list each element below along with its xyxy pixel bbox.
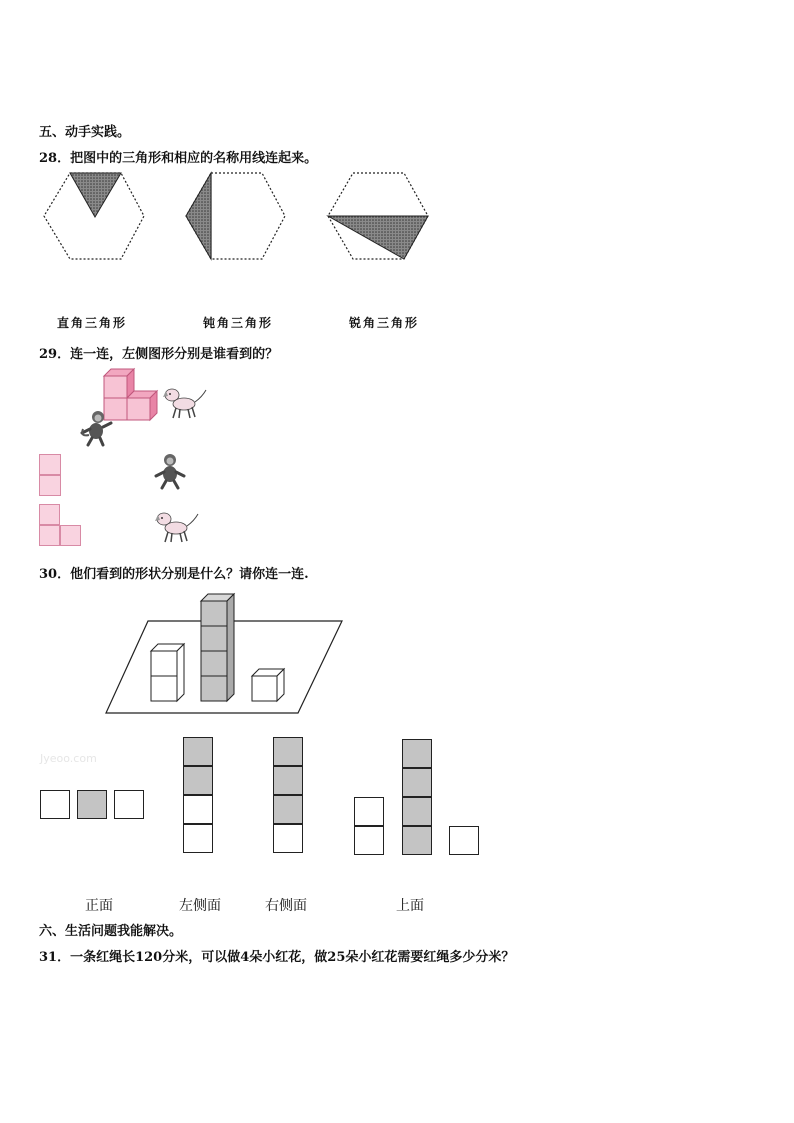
view-side-mid-4 xyxy=(402,826,432,855)
view-column-a-2 xyxy=(183,766,213,795)
label-right-triangle: 直角三角形 xyxy=(57,316,128,330)
view-front-box-2 xyxy=(77,790,107,819)
section-6-title: 六、生活问题我能解决。 xyxy=(39,924,183,939)
view-column-b-2 xyxy=(273,766,303,795)
view-side-left-2 xyxy=(354,826,384,855)
question-29-text: 29．连一连，左侧图形分别是谁看到的？ xyxy=(39,347,279,362)
view-front-box-3 xyxy=(114,790,144,819)
view-column-a-1 xyxy=(183,737,213,766)
label-left-view: 左侧面 xyxy=(179,898,221,914)
view-side-mid-1 xyxy=(402,739,432,768)
label-top-view: 上面 xyxy=(396,898,424,914)
view-side-mid-2 xyxy=(402,768,432,797)
view-column-a-4 xyxy=(183,824,213,853)
watermark: Jyeoo.com xyxy=(40,752,97,765)
section-5-title: 五、动手实践。 xyxy=(39,125,131,140)
label-obtuse-triangle: 钝角三角形 xyxy=(203,316,274,330)
view-column-b-1 xyxy=(273,737,303,766)
label-right-view: 右侧面 xyxy=(265,898,307,914)
question-30-text: 30．他们看到的形状分别是什么？请你连一连. xyxy=(39,567,309,582)
view-side-right-1 xyxy=(449,826,479,855)
question-28-text: 28．把图中的三角形和相应的名称用线连起来。 xyxy=(39,151,318,166)
question-31-text: 31．一条红绳长120分米，可以做4朵小红花，做25朵小红花需要红绳多少分米？ xyxy=(39,950,515,965)
view-side-mid-3 xyxy=(402,797,432,826)
label-front-view: 正面 xyxy=(85,898,113,914)
view-column-b-4 xyxy=(273,824,303,853)
view-column-a-3 xyxy=(183,795,213,824)
view-side-left-1 xyxy=(354,797,384,826)
view-front-box-1 xyxy=(40,790,70,819)
view-column-b-3 xyxy=(273,795,303,824)
label-acute-triangle: 锐角三角形 xyxy=(349,316,420,330)
